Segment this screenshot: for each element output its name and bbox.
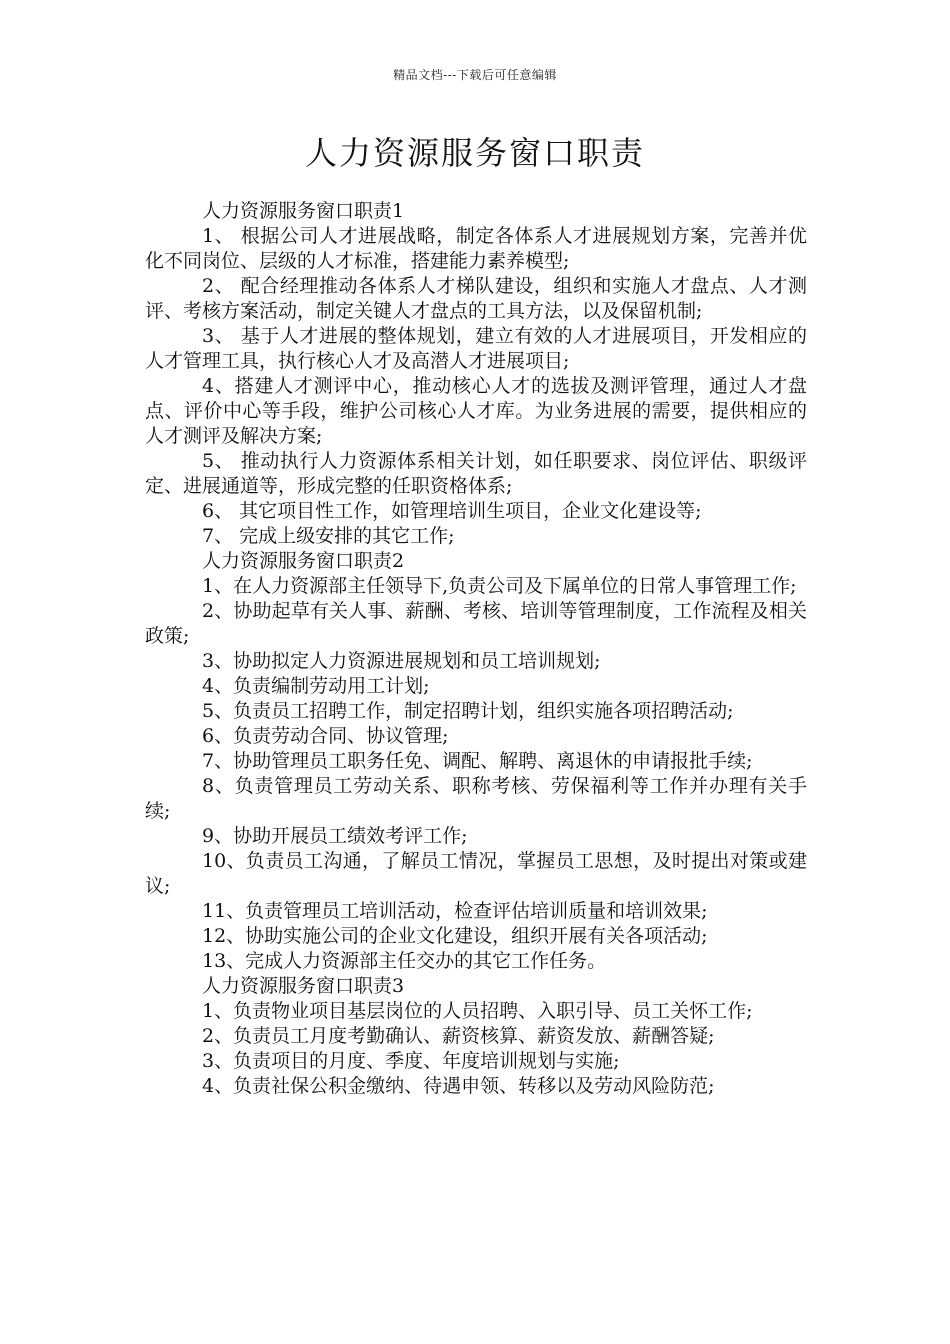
paragraph: 2、协助起草有关人事、薪酬、考核、培训等管理制度，工作流程及相关政策; [145,600,807,647]
paragraph: 6、负责劳动合同、协议管理; [202,725,449,747]
section-heading-1: 人力资源服务窗口职责1 [202,200,405,222]
paragraph: 7、 完成上级安排的其它工作; [202,525,455,547]
paragraph: 4、负责社保公积金缴纳、待遇申领、转移以及劳动风险防范; [202,1075,715,1097]
paragraph: 7、协助管理员工职务任免、调配、解聘、离退休的申请报批手续; [202,750,753,772]
paragraph: 1、 根据公司人才进展战略，制定各体系人才进展规划方案，完善并优化不同岗位、层级的人才标准，搭建能力素养模型; [145,225,807,272]
paragraph: 2、负责员工月度考勤确认、薪资核算、薪资发放、薪酬答疑; [202,1025,715,1047]
document-title: 人力资源服务窗口职责 [304,134,645,172]
paragraph: 3、协助拟定人力资源进展规划和员工培训规划; [202,650,601,672]
paragraph: 5、 推动执行人力资源体系相关计划，如任职要求、岗位评估、职级评定、进展通道等，形成完整的任职资格体系; [145,450,807,497]
paragraph: 9、协助开展员工绩效考评工作; [202,825,468,847]
paragraph: 10、负责员工沟通，了解员工情况，掌握员工思想，及时提出对策或建议; [145,850,807,897]
paragraph: 2、 配合经理推动各体系人才梯队建设，组织和实施人才盘点、人才测评、考核方案活动，制定关键人才盘点的工具方法，以及保留机制; [145,275,807,322]
paragraph: 6、 其它项目性工作，如管理培训生项目，企业文化建设等; [202,500,702,522]
paragraph: 4、负责编制劳动用工计划; [202,675,430,697]
paragraph: 8、负责管理员工劳动关系、职称考核、劳保福利等工作并办理有关手续; [145,775,807,822]
paragraph: 4、搭建人才测评中心，推动核心人才的选拔及测评管理，通过人才盘点、评价中心等手段，维护公司核心人才库。为业务进展的需要，提供相应的人才测评及解决方案; [145,375,807,447]
paragraph: 11、负责管理员工培训活动，检查评估培训质量和培训效果; [202,900,708,922]
section-heading-2: 人力资源服务窗口职责2 [202,550,405,572]
paragraph: 12、协助实施公司的企业文化建设，组织开展有关各项活动; [202,925,708,947]
paragraph: 1、负责物业项目基层岗位的人员招聘、入职引导、员工关怀工作; [202,1000,753,1022]
document-body [145,199,807,1099]
paragraph: 3、负责项目的月度、季度、年度培训规划与实施; [202,1050,620,1072]
paragraph: 3、 基于人才进展的整体规划，建立有效的人才进展项目，开发相应的人才管理工具，执行核心人才及高潜人才进展项目; [145,325,807,372]
header-note: 精品文档---下载后可任意编辑 [393,68,557,82]
paragraph: 1、在人力资源部主任领导下,负责公司及下属单位的日常人事管理工作; [202,575,797,597]
paragraph: 5、负责员工招聘工作，制定招聘计划，组织实施各项招聘活动; [202,700,734,722]
section-heading-3: 人力资源服务窗口职责3 [202,975,405,997]
paragraph: 13、完成人力资源部主任交办的其它工作任务。 [202,950,607,972]
